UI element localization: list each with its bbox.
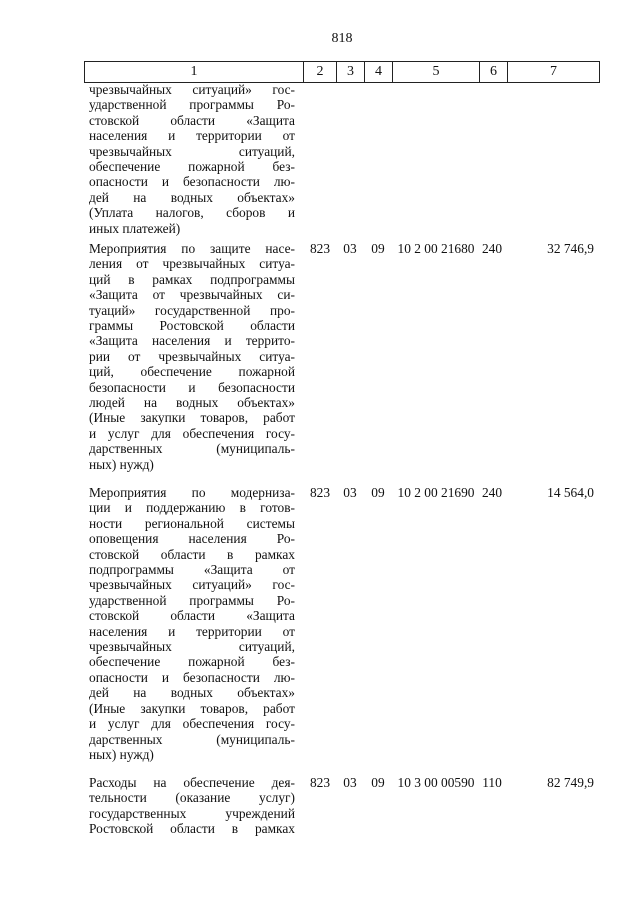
description-line: граммы Ростовской области — [89, 318, 295, 334]
amount: 14 564,0 — [547, 485, 594, 500]
table-row — [84, 485, 599, 775]
description-line: Мероприятия по модерниза- — [89, 485, 295, 500]
description-line: чрезвычайных ситуаций» гос- — [89, 577, 295, 593]
description-line: и услуг для обеспечения госу- — [89, 716, 295, 732]
header-col-3: 3 — [337, 62, 365, 83]
description-line: населения и территории от — [89, 623, 295, 639]
description-line: дарственных (муниципаль- — [89, 731, 295, 747]
section-code: 03 — [343, 775, 357, 790]
description-line: государственных учреждений — [89, 805, 295, 821]
description-line: (Иные закупки товаров, работ — [89, 700, 295, 716]
description-line: стовской области «Защита — [89, 608, 295, 624]
header-col-7: 7 — [508, 62, 600, 83]
target-item-code: 10 2 00 21680 — [397, 241, 475, 256]
description-line: дей на водных объектах» — [89, 189, 295, 205]
description-line: ления от чрезвычайных ситуа- — [89, 256, 295, 272]
table-body — [84, 82, 599, 845]
amount: 82 749,9 — [547, 775, 594, 790]
row-description — [84, 241, 295, 472]
description-line: безопасности и безопасности — [89, 379, 295, 395]
description-line: (Иные закупки товаров, работ — [89, 410, 295, 426]
org-code: 823 — [309, 775, 331, 790]
description-line: оповещения населения Ро- — [89, 531, 295, 547]
description-line: обеспечение пожарной без- — [89, 159, 295, 175]
description-line: дей на водных объектах» — [89, 685, 295, 701]
description-line: ударственной программы Ро- — [89, 97, 295, 113]
description-line: Ростовской области в рамках — [89, 821, 295, 837]
description-line: ции и поддержанию в готов- — [89, 500, 295, 516]
description-line: людей на водных объектах» — [89, 395, 295, 411]
description-line: ности региональной системы — [89, 515, 295, 531]
subsection-code: 09 — [371, 241, 385, 256]
description-line: ударственной программы Ро- — [89, 592, 295, 608]
header-col-2: 2 — [304, 62, 337, 83]
description-line: рии от чрезвычайных ситуа- — [89, 348, 295, 364]
header-col-1: 1 — [85, 62, 304, 83]
subsection-code: 09 — [371, 485, 385, 500]
description-line: ций в рамках подпрограммы — [89, 271, 295, 287]
description-line: ных) нужд) — [89, 456, 154, 472]
header-col-4: 4 — [365, 62, 393, 83]
row-description — [84, 775, 295, 837]
subsection-code: 09 — [371, 775, 385, 790]
description-line: тельности (оказание услуг) — [89, 790, 295, 806]
description-line: туаций» государственной про- — [89, 302, 295, 318]
row-description — [84, 82, 295, 236]
expense-type-code: 240 — [481, 241, 503, 256]
description-line: ций, обеспечение пожарной — [89, 364, 295, 380]
description-line: стовской области «Защита — [89, 112, 295, 128]
org-code: 823 — [309, 241, 331, 256]
description-line: Расходы на обеспечение дея- — [89, 775, 295, 790]
description-line: чрезвычайных ситуаций, — [89, 143, 295, 159]
description-line: обеспечение пожарной без- — [89, 654, 295, 670]
description-line: (Уплата налогов, сборов и — [89, 205, 295, 221]
description-line: иных платежей) — [89, 220, 181, 236]
row-description — [84, 485, 295, 762]
section-code: 03 — [343, 241, 357, 256]
header-col-6: 6 — [480, 62, 508, 83]
table-row — [84, 775, 599, 845]
table-row — [84, 241, 599, 485]
header-col-5: 5 — [393, 62, 480, 83]
description-line: опасности и безопасности лю- — [89, 174, 295, 190]
description-line: «Защита от чрезвычайных си- — [89, 287, 295, 303]
description-line: Мероприятия по защите насе- — [89, 241, 295, 256]
target-item-code: 10 3 00 00590 — [397, 775, 475, 790]
description-line: и услуг для обеспечения госу- — [89, 425, 295, 441]
description-line: дарственных (муниципаль- — [89, 441, 295, 457]
table-row — [84, 82, 599, 241]
expense-type-code: 110 — [482, 775, 502, 790]
description-line: «Защита населения и террито- — [89, 333, 295, 349]
amount: 32 746,9 — [547, 241, 594, 256]
page-number: 818 — [331, 31, 353, 46]
org-code: 823 — [309, 485, 331, 500]
description-line: стовской области в рамках — [89, 546, 295, 562]
description-line: опасности и безопасности лю- — [89, 669, 295, 685]
target-item-code: 10 2 00 21690 — [397, 485, 475, 500]
description-line: населения и территории от — [89, 128, 295, 144]
expense-type-code: 240 — [481, 485, 503, 500]
section-code: 03 — [343, 485, 357, 500]
table-header — [84, 61, 600, 83]
description-line: ных) нужд) — [89, 746, 154, 762]
description-line: чрезвычайных ситуаций, — [89, 639, 295, 655]
description-line: подпрограммы «Защита от — [89, 562, 295, 578]
description-line: чрезвычайных ситуаций» гос- — [89, 82, 295, 97]
